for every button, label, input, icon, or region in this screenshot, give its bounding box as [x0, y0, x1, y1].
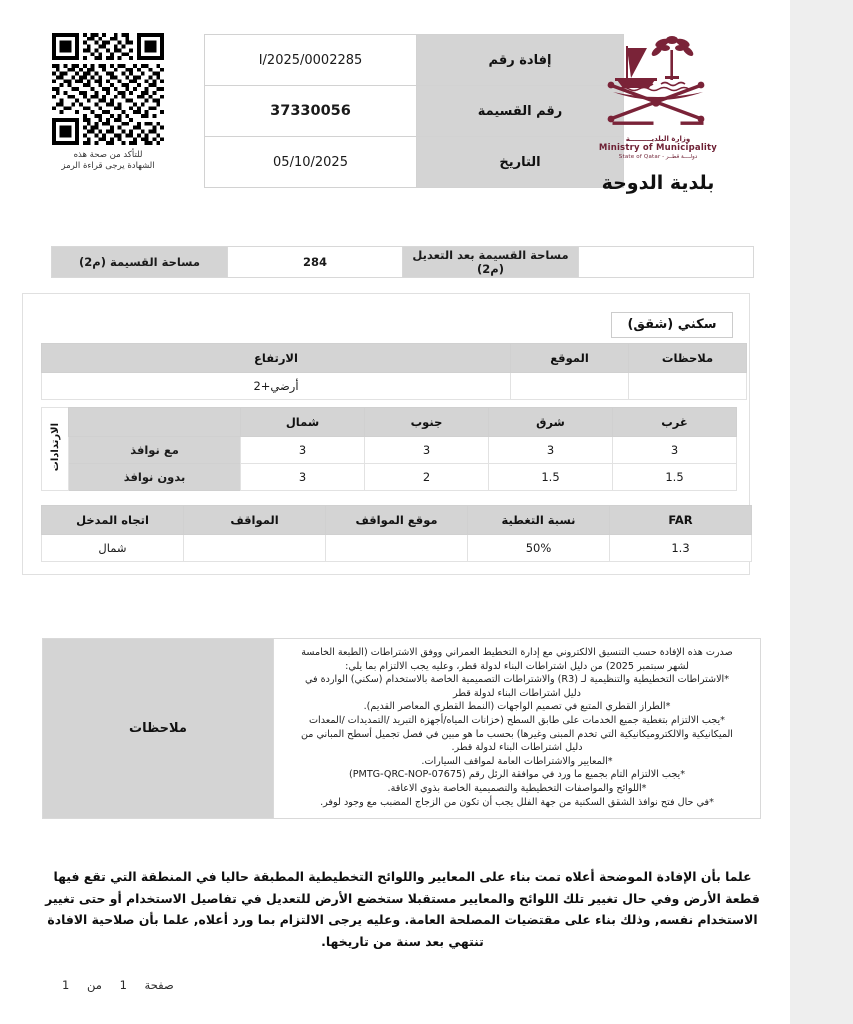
height-value: أرضي+2 [42, 373, 511, 400]
note-line: *اللوائح والمواصفات التخطيطية والتصميمية الخاصة بذوي الاعاقة. [387, 783, 647, 795]
certificate-number-value: I/2025/0002285 [205, 35, 417, 86]
setback-with-windows-east: 3 [489, 437, 613, 464]
setback-without-windows-south: 2 [365, 464, 489, 491]
setback-without-windows-west: 1.5 [613, 464, 737, 491]
height-header: الارتفاع [42, 344, 511, 373]
qatar-ministry-emblem-icon [595, 26, 721, 130]
ministry-name-english: Ministry of Municipality [598, 143, 718, 153]
certificate-info-table [204, 34, 624, 188]
modified-area-label: مساحة القسيمة بعد التعديل (م2) [403, 247, 579, 278]
setbacks-table [41, 407, 737, 491]
table-row [42, 535, 752, 562]
page-side-band [790, 0, 853, 1024]
setback-header-south: جنوب [365, 408, 489, 437]
note-line: دليل اشتراطات البناء لدولة قطر. [451, 742, 583, 754]
entrance-direction-header: اتجاه المدخل [42, 506, 184, 535]
table-row [42, 373, 747, 400]
setback-without-windows-north: 3 [241, 464, 365, 491]
setback-header-west: غرب [613, 408, 737, 437]
setback-with-windows-west: 3 [613, 437, 737, 464]
modified-area-value [579, 247, 754, 278]
plot-number-value: 37330056 [205, 86, 417, 137]
setbacks-vertical-label [42, 408, 69, 491]
setback-with-windows-label: مع نوافذ [69, 437, 241, 464]
setback-without-windows-east: 1.5 [489, 464, 613, 491]
parking-location-value [326, 535, 468, 562]
zoning-details-panel [22, 293, 750, 575]
far-value: 1.3 [610, 535, 752, 562]
page-current: 1 [119, 978, 127, 992]
building-height-table [41, 343, 747, 400]
table-row [205, 35, 624, 86]
note-line: لشهر سبتمبر 2025) من دليل اشتراطات البناء لدولة قطر، وعليه يجب الالتزام بما يلي: [345, 660, 689, 672]
far-coverage-table [41, 505, 752, 562]
page-word: صفحة [144, 978, 174, 992]
setbacks-vertical-label-text: الارتدادات [49, 423, 61, 472]
notes-label: ملاحظات [43, 639, 274, 819]
note-line: *الطراز القطري المتبع في تصميم الواجهات (النمط القطري المعاصر القديم). [363, 701, 671, 713]
date-label: التاريخ [417, 137, 624, 188]
date-value: 05/10/2025 [205, 137, 417, 188]
note-line: الميكانيكية والالكتروميكانيكية التي تخدم المبنى وغيرها) بحسب ما هو مبين في فصل تجميل أسطح المباني من [301, 728, 733, 740]
setback-corner-cell [69, 408, 241, 437]
qr-caption-line-2: الشهادة يرجى قراءة الرمز [61, 161, 155, 172]
table-header-row [42, 506, 752, 535]
table-row [52, 247, 754, 278]
qr-code-icon [48, 33, 168, 145]
table-header-row [42, 344, 747, 373]
coverage-ratio-value: 50% [468, 535, 610, 562]
ministry-name-arabic: وزارة البلديـــــــــة [625, 135, 691, 143]
qr-verification-block [42, 33, 174, 173]
plot-number-label: رقم القسيمة [417, 86, 624, 137]
page-number-footer [48, 978, 174, 992]
note-line: *الاشتراطات التخطيطية والتنظيمية لـ (R3) والاشتراطات التصميمية الخاصة بالاستخدام (سكني) الواردة في [304, 674, 730, 686]
setback-with-windows-north: 3 [241, 437, 365, 464]
height-notes-value [629, 373, 747, 400]
table-row [205, 137, 624, 188]
note-line: *المعايير والاشتراطات العامة لمواقف السيارات. [421, 755, 613, 767]
parking-value [184, 535, 326, 562]
municipality-title: بلدية الدوحة [601, 172, 715, 194]
document-header [0, 26, 790, 194]
height-location-header: الموقع [511, 344, 629, 373]
ministry-state-subtitle: دولــــة قطــر - State of Qatar [618, 154, 698, 160]
entrance-direction-value: شمال [42, 535, 184, 562]
table-row [205, 86, 624, 137]
note-line: *يجب الالتزام التام بجميع ما ورد في موافقة الرئل رقم (PMTG-QRC-NOP-07675) [349, 769, 685, 781]
height-notes-header: ملاحظات [629, 344, 747, 373]
table-row [42, 437, 737, 464]
setback-without-windows-label: بدون نوافذ [69, 464, 241, 491]
parking-header: المواقف [184, 506, 326, 535]
height-location-value [511, 373, 629, 400]
plot-area-table [51, 246, 754, 278]
setback-with-windows-south: 3 [365, 437, 489, 464]
setback-header-north: شمال [241, 408, 365, 437]
far-header: FAR [610, 506, 752, 535]
plot-area-label: مساحة القسيمة (م2) [52, 247, 228, 278]
note-line: *في حال فتح نوافذ الشقق السكنية من جهة الفلل يجب أن تكون من الزجاج المضبب مع وجود لوفر. [320, 796, 714, 808]
table-row [42, 464, 737, 491]
coverage-ratio-header: نسبة التغطية [468, 506, 610, 535]
note-line: دليل اشتراطات البناء لدولة قطر [453, 687, 581, 699]
ministry-logo-block [578, 26, 738, 194]
notes-body [274, 639, 761, 819]
plot-area-value: 284 [228, 247, 403, 278]
certificate-number-label: إفادة رقم [417, 35, 624, 86]
legal-disclaimer: علما بأن الإفادة الموضحة أعلاه تمت بناء على المعايير واللوائح التخطيطية المطبقة حاليا في المنطقة التي تقع فيها قطعة الأرض وفي حال تغيير تلك اللوائح والمعايير مستقبلا ستخضع الأرض للتعديل في تفاصيل الاستخدام أو حتى تغيير الاستخدام نفسه, وذلك بناء على مقتضيات المصلحة العامة. وعليه يرجى الالتزام بما ورد أعلاه, علما بأن صلاحية الافادة تنتهي بعد سنة من تاريخها. [45, 869, 760, 950]
setback-header-east: شرق [489, 408, 613, 437]
page-total: 1 [62, 978, 70, 992]
qr-caption-line-1: للتأكد من صحة هذه [73, 150, 143, 160]
qr-caption [42, 150, 174, 173]
page-of-word: من [86, 978, 102, 992]
land-use-badge: سكني (شقق) [611, 312, 733, 338]
notes-section [42, 638, 761, 819]
table-header-row [42, 408, 737, 437]
note-line: *يجب الالتزام بتغطية جميع الخدمات على طابق السطح (خزانات المياه/أجهزة التبريد /التمديدات /المعدات [309, 715, 725, 727]
note-line: صدرت هذه الإفادة حسب التنسيق الالكتروني مع إدارة التخطيط العمراني ووفق الاشتراطات (الطبعة الخامسة [301, 647, 733, 658]
parking-location-header: موقع المواقف [326, 506, 468, 535]
table-row [43, 639, 761, 819]
